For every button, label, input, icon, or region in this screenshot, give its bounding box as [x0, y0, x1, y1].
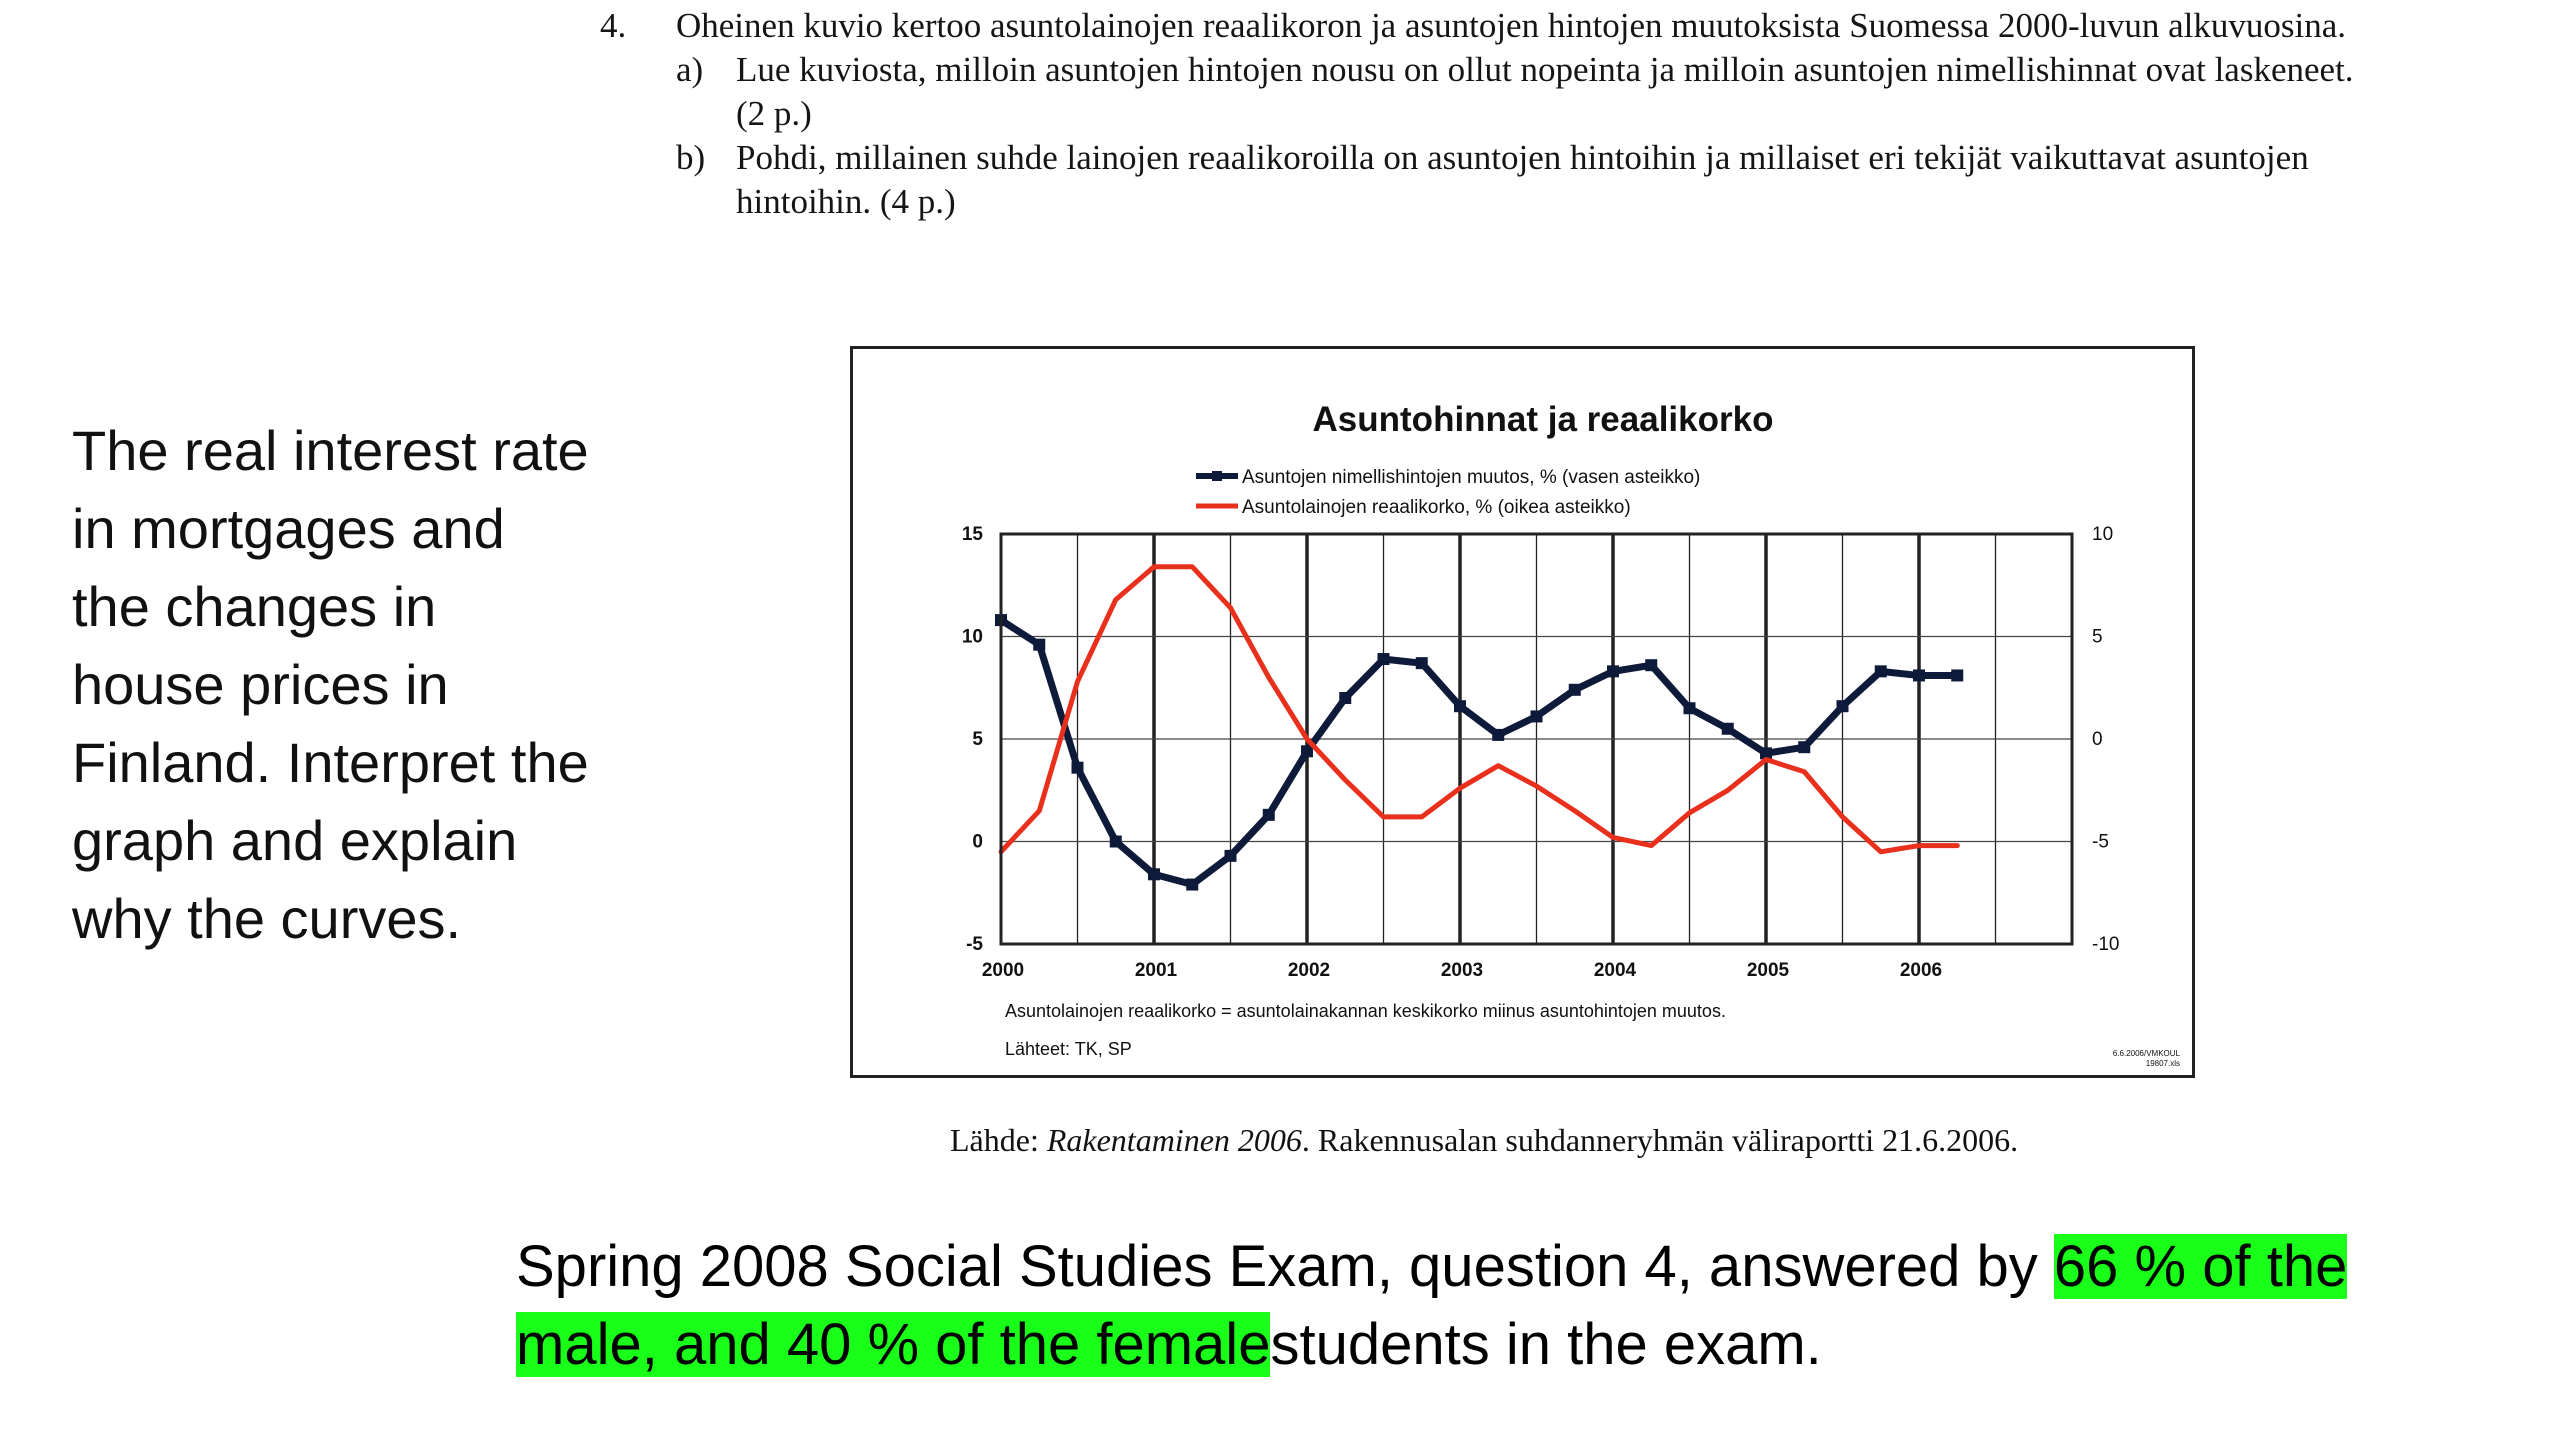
data-point-prices — [1684, 702, 1696, 714]
statistics-text-before: Spring 2008 Social Studies Exam, question 4, answered by — [516, 1234, 2054, 1299]
x-axis-tick-label: 2005 — [1746, 960, 1790, 981]
legend-marker-prices — [1212, 471, 1222, 481]
source-rest: . Rakennusalan suhdanneryhmän väliraportti 21.6.2006. — [1301, 1122, 2019, 1158]
part-a-text: Lue kuviosta, milloin asuntojen hintojen nousu on ollut nopeinta ja milloin asuntojen nimellishinnat ovat laskeneet. (2 p.) — [736, 50, 2354, 133]
x-axis-tick-label: 2004 — [1593, 960, 1637, 981]
data-point-prices — [1531, 710, 1543, 722]
chart-code-line2: 19807.xls — [2145, 1059, 2180, 1068]
legend-item-rate — [1196, 497, 1631, 518]
data-point-prices — [1454, 700, 1466, 712]
data-point-prices — [1798, 741, 1810, 753]
data-point-prices — [1722, 723, 1734, 735]
left-axis-tick-label: 0 — [972, 831, 983, 853]
source-prefix: Lähde: — [950, 1122, 1047, 1158]
data-point-prices — [1110, 836, 1122, 848]
data-point-prices — [1607, 665, 1619, 677]
series-line-rate — [1001, 567, 1957, 852]
left-axis-tick-label: 15 — [961, 524, 983, 545]
data-point-prices — [1072, 762, 1084, 774]
question-number: 4. — [600, 6, 627, 45]
legend-label-prices: Asuntojen nimellishintojen muutos, % (vasen asteikko) — [1242, 467, 1701, 488]
x-axis-tick-label: 2003 — [1440, 960, 1484, 981]
right-axis-tick-label: 0 — [2092, 729, 2103, 750]
data-point-prices — [1378, 653, 1390, 665]
right-axis-tick-label: 10 — [2092, 524, 2114, 545]
legend-item-prices — [1196, 467, 1700, 488]
data-point-prices — [1148, 868, 1160, 880]
data-point-prices — [1951, 669, 1963, 681]
right-axis-tick-label: 5 — [2092, 626, 2103, 648]
part-a-letter: a) — [676, 50, 704, 89]
exam-statistics — [516, 1228, 2416, 1384]
english-description: The real interest rate in mortgages and the changes in house prices in Finland. Interpret the graph and explain why the curves. — [72, 419, 589, 950]
source-publication: Rakentaminen 2006 — [1046, 1122, 1302, 1158]
chart-source — [950, 1122, 2350, 1159]
data-point-prices — [1913, 669, 1925, 681]
data-point-prices — [1645, 659, 1657, 671]
x-axis-tick-label: 2006 — [1899, 960, 1943, 981]
left-axis-tick-label: -5 — [966, 934, 983, 955]
chart-code-line1: 6.6.2006/VMKOUL — [2112, 1049, 2180, 1058]
chart-title: Asuntohinnat ja reaalikorko — [1312, 400, 1774, 439]
tick-labels — [962, 524, 2120, 981]
data-point-prices — [1837, 700, 1849, 712]
data-point-prices — [1339, 692, 1351, 704]
statistics-highlight: 66 % of the male, and 40 % of the female — [516, 1234, 2348, 1377]
part-b-letter: b) — [676, 138, 706, 177]
left-axis-tick-label: 10 — [961, 626, 983, 648]
x-axis-tick-label: 2002 — [1287, 960, 1331, 981]
right-axis-tick-label: -5 — [2092, 831, 2109, 853]
legend-label-rate: Asuntolainojen reaalikorko, % (oikea asteikko) — [1242, 497, 1631, 518]
data-point-prices — [1416, 657, 1428, 669]
right-axis-tick-label: -10 — [2092, 934, 2120, 955]
data-point-prices — [1569, 684, 1581, 696]
statistics-text-after: students in the exam. — [1270, 1312, 1822, 1377]
chart-sources: Lähteet: TK, SP — [1005, 1039, 1132, 1059]
part-b-text: Pohdi, millainen suhde lainojen reaalikoroilla on asuntojen hintoihin ja millaiset eri tekijät vaikuttavat asuntojen hintoihin. (4 p.) — [736, 138, 2309, 221]
data-point-prices — [1492, 729, 1504, 741]
chart-frame — [850, 346, 2195, 1078]
data-point-prices — [1875, 665, 1887, 677]
data-point-prices — [1225, 850, 1237, 862]
exam-question — [600, 4, 2370, 224]
legend — [1196, 467, 1700, 518]
grid — [1001, 534, 2072, 944]
series-line-prices — [1001, 620, 1957, 884]
chart — [853, 349, 2192, 1075]
chart-footnote: Asuntolainojen reaalikorko = asuntolainakannan keskikorko miinus asuntohintojen muutos. — [1005, 1001, 1726, 1021]
data-point-prices — [1033, 639, 1045, 651]
left-axis-tick-label: 5 — [972, 729, 983, 750]
x-axis-tick-label: 2001 — [1134, 960, 1178, 981]
x-axis-tick-label: 2000 — [981, 960, 1025, 981]
question-intro: Oheinen kuvio kertoo asuntolainojen reaalikoron ja asuntojen hintojen muutoksista Suomessa 2000-luvun alkuvuosina. — [676, 6, 2346, 45]
data-point-prices — [1186, 879, 1198, 891]
data-point-prices — [1263, 809, 1275, 821]
